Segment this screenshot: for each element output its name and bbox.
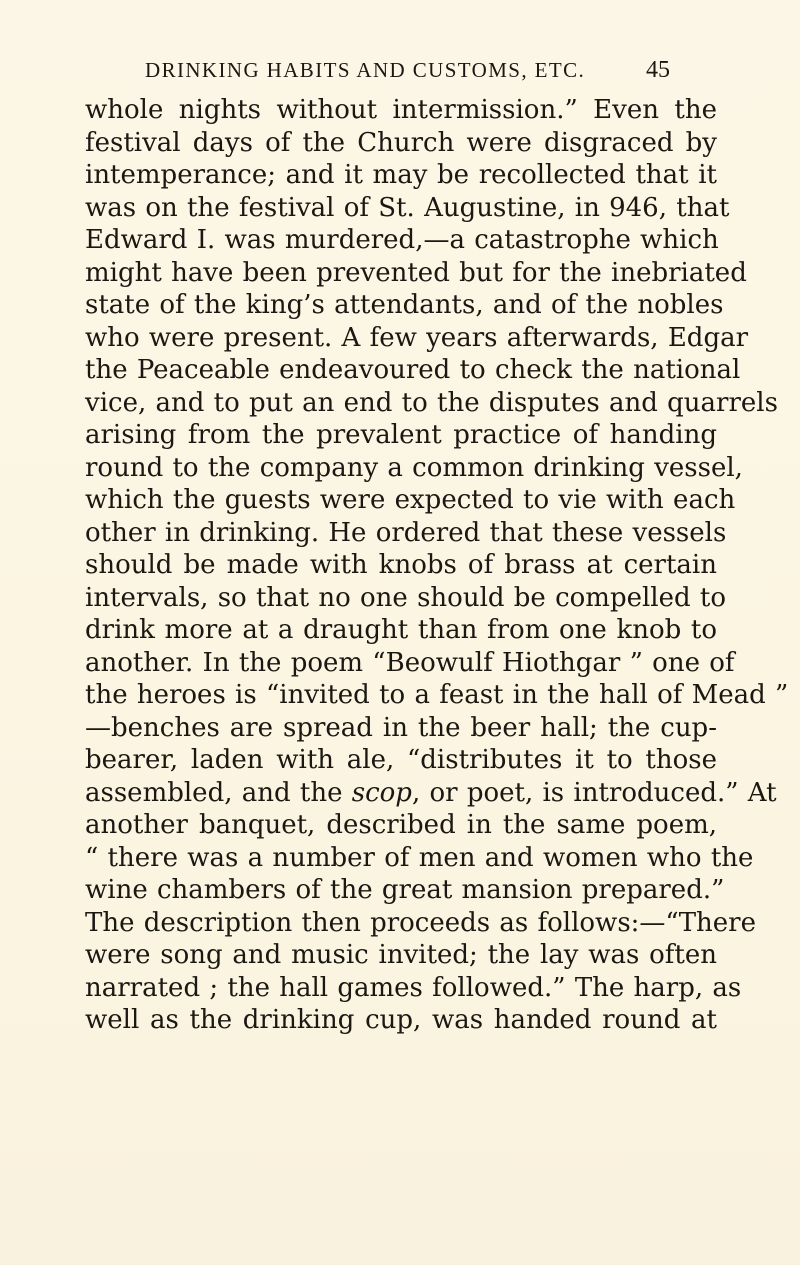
- text-line: which the guests were expected to vie with each: [85, 485, 736, 515]
- page-number: 45: [646, 57, 670, 83]
- text-line: well as the drinking cup, was handed round at: [85, 1005, 717, 1035]
- text-segment: , or poet, is introduced.” At: [411, 777, 777, 808]
- text-line: —benches are spread in the beer hall; the cup-: [85, 712, 717, 743]
- text-line: Edward I. was murdered,—a catastrophe which: [85, 225, 719, 255]
- text-line: bearer, laden with ale, “distributes it to those: [85, 745, 717, 775]
- text-line-with-italic: [85, 777, 777, 810]
- text-line: intemperance; and it may be recollected that it: [85, 160, 717, 190]
- text-line: wine chambers of the great mansion prepared.”: [85, 875, 725, 905]
- text-line: round to the company a common drinking vessel,: [85, 452, 743, 483]
- text-line: might have been prevented but for the inebriated: [85, 257, 747, 288]
- text-line: intervals, so that no one should be compelled to: [85, 582, 727, 613]
- running-head: [145, 58, 670, 88]
- text-line: drink more at a draught than from one knob to: [85, 615, 717, 645]
- text-segment: assembled, and the: [85, 777, 352, 808]
- text-line: another. In the poem “Beowulf Hiothgar ” one of: [85, 647, 735, 678]
- text-line: other in drinking. He ordered that these vessels: [85, 517, 727, 548]
- text-line: were song and music invited; the lay was often: [85, 940, 717, 970]
- text-line: was on the festival of St. Augustine, in 946, that: [85, 192, 730, 223]
- text-line: another banquet, described in the same poem,: [85, 810, 717, 840]
- text-line: arising from the prevalent practice of handing: [85, 420, 717, 450]
- body-text: [85, 94, 789, 1037]
- text-line: vice, and to put an end to the disputes and quarrels: [85, 387, 778, 418]
- text-line: The description then proceeds as follows:—“There: [85, 907, 756, 938]
- text-line: should be made with knobs of brass at certain: [85, 550, 717, 580]
- text-line: “ there was a number of men and women who the: [85, 842, 754, 873]
- text-line: festival days of the Church were disgraced by: [85, 127, 717, 158]
- text-line: the Peaceable endeavoured to check the national: [85, 355, 741, 385]
- text-line: narrated ; the hall games followed.” The harp, as: [85, 972, 742, 1003]
- text-line: the heroes is “invited to a feast in the hall of Mead ”: [85, 680, 789, 710]
- italic-word-scop: scop: [351, 777, 412, 808]
- text-line: state of the king’s attendants, and of the nobles: [85, 290, 724, 320]
- running-title: DRINKING HABITS AND CUSTOMS, ETC.: [145, 58, 586, 82]
- text-line: who were present. A few years afterwards, Edgar: [85, 322, 749, 353]
- text-line: whole nights without intermission.” Even the: [85, 95, 717, 125]
